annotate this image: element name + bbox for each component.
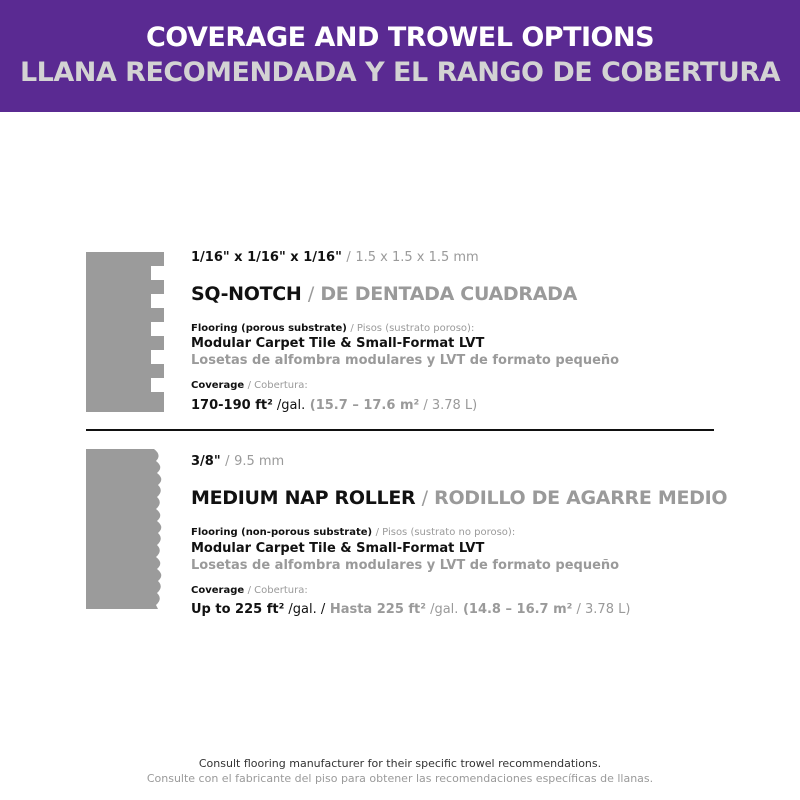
dimension-separator: / (225, 454, 230, 469)
flooring-label-english: Flooring (non-porous substrate) (191, 527, 373, 538)
nap-roller-icon (86, 449, 166, 611)
title-english: COVERAGE AND TROWEL OPTIONS (145, 22, 655, 53)
flooring-label-english: Flooring (porous substrate) (191, 323, 347, 334)
coverage-label-spanish: / Cobertura: (247, 380, 308, 391)
dimension-imperial: 1/16" x 1/16" x 1/16" (191, 250, 342, 265)
dimension-metric: 1.5 x 1.5 x 1.5 mm (355, 250, 479, 265)
option-nap-roller (191, 454, 751, 629)
flooring-spanish: Losetas de alfombra modulares y LVT de formato pequeño (191, 353, 620, 368)
option-name-spanish: DE DENTADA CUADRADA (320, 283, 577, 305)
coverage-value (191, 398, 477, 413)
flooring-english: Modular Carpet Tile & Small-Format LVT (191, 336, 485, 351)
flooring-label-spanish: / Pisos (sustrato poroso): (350, 323, 475, 334)
coverage-unit: /gal. (272, 398, 306, 413)
coverage-value (191, 602, 630, 617)
dimensions-line (191, 454, 284, 469)
coverage-label-spanish: / Cobertura: (247, 585, 308, 596)
coverage-label (191, 380, 308, 391)
option-sq-notch (191, 248, 751, 423)
coverage-label (191, 585, 308, 596)
square-notch-trowel-icon (86, 252, 166, 414)
header-banner (0, 0, 800, 112)
coverage-spanish-main: Hasta 225 ft² (325, 602, 426, 617)
dimension-metric: 9.5 mm (234, 454, 285, 469)
option-name-separator: / (421, 487, 428, 509)
option-name-english: SQ-NOTCH (191, 283, 302, 305)
option-name (191, 283, 577, 305)
flooring-english: Modular Carpet Tile & Small-Format LVT (191, 541, 485, 556)
dimension-separator: / (346, 250, 351, 265)
title-spanish: LLANA RECOMENDADA Y EL RANGO DE COBERTURA (19, 57, 781, 88)
option-name-english: MEDIUM NAP ROLLER (191, 487, 416, 509)
option-name-spanish: RODILLO DE AGARRE MEDIO (434, 487, 728, 509)
footer-note-spanish: Consulte con el fabricante del piso para obtener las recomendaciones específicas de llanas. (146, 772, 654, 785)
dimension-imperial: 3/8" (191, 454, 221, 469)
flooring-spanish: Losetas de alfombra modulares y LVT de formato pequeño (191, 558, 620, 573)
coverage-main: Up to 225 ft² (191, 602, 285, 617)
flooring-label (191, 323, 474, 334)
flooring-label (191, 527, 515, 538)
coverage-metric-unit: / 3.78 L) (572, 602, 631, 617)
coverage-unit: /gal. / (284, 602, 326, 617)
coverage-spanish-unit: /gal. (425, 602, 459, 617)
coverage-metric: (15.7 – 17.6 m² (305, 398, 420, 413)
coverage-metric-unit: / 3.78 L) (419, 398, 478, 413)
section-divider (86, 429, 714, 431)
option-name-separator: / (307, 283, 314, 305)
coverage-main: 170-190 ft² (191, 398, 273, 413)
flooring-label-spanish: / Pisos (sustrato no poroso): (375, 527, 516, 538)
coverage-label-english: Coverage (191, 380, 245, 391)
dimensions-line (191, 250, 479, 265)
footer-note-english: Consult flooring manufacturer for their specific trowel recommendations. (198, 757, 602, 770)
coverage-metric: (14.8 – 16.7 m² (458, 602, 573, 617)
option-name (191, 487, 727, 509)
coverage-label-english: Coverage (191, 585, 245, 596)
